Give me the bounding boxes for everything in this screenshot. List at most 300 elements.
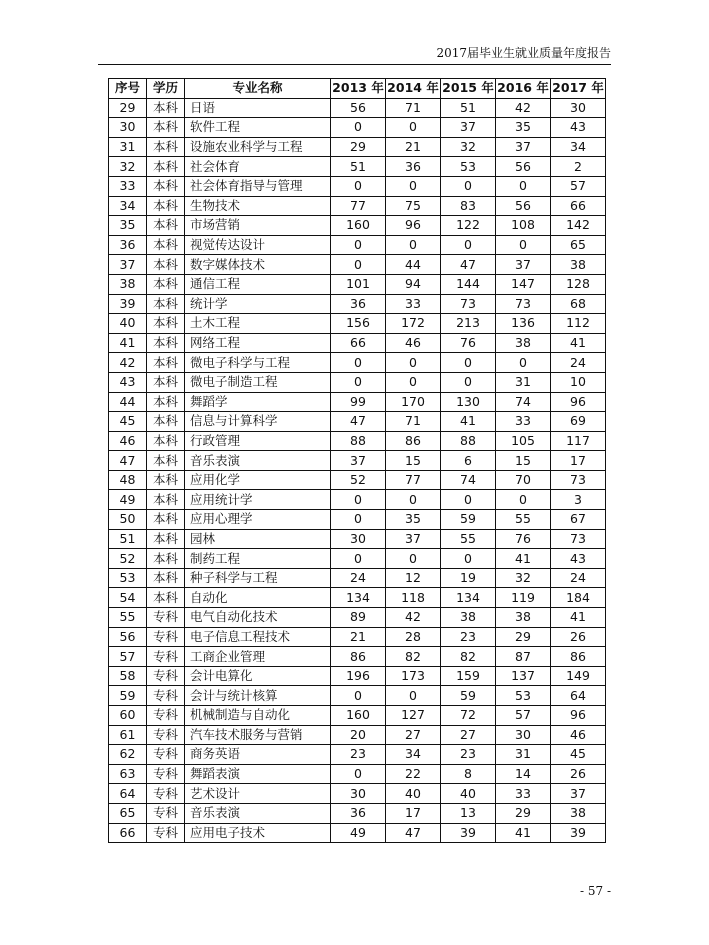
year-2015-cell: 13 <box>441 803 496 823</box>
year-2016-cell: 42 <box>496 98 551 118</box>
degree-cell: 专科 <box>147 666 185 686</box>
year-2015-cell: 82 <box>441 647 496 667</box>
major-name-cell: 自动化 <box>185 588 331 608</box>
column-header: 2017 年 <box>551 79 606 99</box>
major-name-cell: 数字媒体技术 <box>185 255 331 275</box>
serial-number-cell: 45 <box>109 412 147 432</box>
year-2017-cell: 17 <box>551 451 606 471</box>
year-2013-cell: 20 <box>331 725 386 745</box>
year-2013-cell: 99 <box>331 392 386 412</box>
year-2014-cell: 96 <box>386 216 441 236</box>
year-2016-cell: 29 <box>496 803 551 823</box>
year-2014-cell: 46 <box>386 333 441 353</box>
year-2015-cell: 144 <box>441 274 496 294</box>
year-2016-cell: 70 <box>496 470 551 490</box>
year-2015-cell: 59 <box>441 510 496 530</box>
year-2014-cell: 82 <box>386 647 441 667</box>
year-2013-cell: 0 <box>331 490 386 510</box>
year-2016-cell: 30 <box>496 725 551 745</box>
major-name-cell: 园林 <box>185 529 331 549</box>
year-2016-cell: 56 <box>496 157 551 177</box>
year-2014-cell: 0 <box>386 235 441 255</box>
column-header: 2015 年 <box>441 79 496 99</box>
degree-cell: 本科 <box>147 294 185 314</box>
year-2016-cell: 29 <box>496 627 551 647</box>
year-2017-cell: 43 <box>551 549 606 569</box>
year-2016-cell: 0 <box>496 176 551 196</box>
year-2014-cell: 172 <box>386 314 441 334</box>
major-name-cell: 日语 <box>185 98 331 118</box>
year-2015-cell: 0 <box>441 549 496 569</box>
degree-cell: 本科 <box>147 470 185 490</box>
year-2015-cell: 213 <box>441 314 496 334</box>
year-2016-cell: 41 <box>496 549 551 569</box>
year-2017-cell: 38 <box>551 803 606 823</box>
year-2017-cell: 96 <box>551 392 606 412</box>
degree-cell: 专科 <box>147 764 185 784</box>
major-name-cell: 应用心理学 <box>185 510 331 530</box>
table-row <box>109 235 606 255</box>
year-2015-cell: 37 <box>441 118 496 138</box>
year-2015-cell: 6 <box>441 451 496 471</box>
serial-number-cell: 52 <box>109 549 147 569</box>
serial-number-cell: 64 <box>109 784 147 804</box>
year-2014-cell: 37 <box>386 529 441 549</box>
degree-cell: 专科 <box>147 686 185 706</box>
year-2017-cell: 38 <box>551 255 606 275</box>
year-2015-cell: 72 <box>441 706 496 726</box>
table-row <box>109 686 606 706</box>
table-row <box>109 823 606 843</box>
year-2015-cell: 47 <box>441 255 496 275</box>
table-row <box>109 274 606 294</box>
year-2016-cell: 136 <box>496 314 551 334</box>
year-2017-cell: 24 <box>551 353 606 373</box>
table-row <box>109 666 606 686</box>
year-2014-cell: 0 <box>386 490 441 510</box>
year-2016-cell: 14 <box>496 764 551 784</box>
year-2017-cell: 24 <box>551 568 606 588</box>
year-2015-cell: 51 <box>441 98 496 118</box>
degree-cell: 本科 <box>147 529 185 549</box>
year-2016-cell: 15 <box>496 451 551 471</box>
serial-number-cell: 61 <box>109 725 147 745</box>
table-row <box>109 412 606 432</box>
degree-cell: 本科 <box>147 235 185 255</box>
major-name-cell: 制药工程 <box>185 549 331 569</box>
year-2013-cell: 24 <box>331 568 386 588</box>
serial-number-cell: 54 <box>109 588 147 608</box>
column-header: 2013 年 <box>331 79 386 99</box>
table-row <box>109 255 606 275</box>
year-2014-cell: 44 <box>386 255 441 275</box>
degree-cell: 本科 <box>147 353 185 373</box>
year-2013-cell: 37 <box>331 451 386 471</box>
year-2015-cell: 76 <box>441 333 496 353</box>
year-2013-cell: 47 <box>331 412 386 432</box>
year-2016-cell: 32 <box>496 568 551 588</box>
year-2014-cell: 127 <box>386 706 441 726</box>
year-2015-cell: 0 <box>441 353 496 373</box>
year-2016-cell: 33 <box>496 784 551 804</box>
degree-cell: 本科 <box>147 451 185 471</box>
table-row <box>109 294 606 314</box>
table-row <box>109 529 606 549</box>
year-2016-cell: 0 <box>496 235 551 255</box>
table-row <box>109 764 606 784</box>
year-2015-cell: 55 <box>441 529 496 549</box>
table-row <box>109 392 606 412</box>
major-name-cell: 机械制造与自动化 <box>185 706 331 726</box>
table-row <box>109 549 606 569</box>
year-2017-cell: 41 <box>551 333 606 353</box>
year-2015-cell: 27 <box>441 725 496 745</box>
major-name-cell: 会计与统计核算 <box>185 686 331 706</box>
year-2014-cell: 118 <box>386 588 441 608</box>
year-2017-cell: 184 <box>551 588 606 608</box>
serial-number-cell: 31 <box>109 137 147 157</box>
year-2014-cell: 75 <box>386 196 441 216</box>
table-row <box>109 372 606 392</box>
year-2016-cell: 35 <box>496 118 551 138</box>
serial-number-cell: 37 <box>109 255 147 275</box>
major-name-cell: 应用统计学 <box>185 490 331 510</box>
year-2013-cell: 89 <box>331 608 386 628</box>
degree-cell: 本科 <box>147 274 185 294</box>
degree-cell: 专科 <box>147 803 185 823</box>
serial-number-cell: 36 <box>109 235 147 255</box>
page-number: - 57 - <box>580 884 612 898</box>
year-2016-cell: 119 <box>496 588 551 608</box>
major-name-cell: 种子科学与工程 <box>185 568 331 588</box>
table-row <box>109 568 606 588</box>
year-2013-cell: 30 <box>331 784 386 804</box>
serial-number-cell: 49 <box>109 490 147 510</box>
year-2017-cell: 65 <box>551 235 606 255</box>
year-2013-cell: 160 <box>331 216 386 236</box>
year-2015-cell: 88 <box>441 431 496 451</box>
year-2016-cell: 108 <box>496 216 551 236</box>
major-name-cell: 会计电算化 <box>185 666 331 686</box>
degree-cell: 本科 <box>147 118 185 138</box>
degree-cell: 本科 <box>147 216 185 236</box>
year-2013-cell: 101 <box>331 274 386 294</box>
year-2014-cell: 0 <box>386 549 441 569</box>
table-row <box>109 725 606 745</box>
year-2013-cell: 77 <box>331 196 386 216</box>
table-row <box>109 314 606 334</box>
year-2014-cell: 40 <box>386 784 441 804</box>
serial-number-cell: 56 <box>109 627 147 647</box>
degree-cell: 专科 <box>147 823 185 843</box>
table-header-row <box>109 79 606 99</box>
year-2016-cell: 0 <box>496 353 551 373</box>
degree-cell: 本科 <box>147 588 185 608</box>
year-2014-cell: 173 <box>386 666 441 686</box>
major-name-cell: 土木工程 <box>185 314 331 334</box>
column-header: 2014 年 <box>386 79 441 99</box>
table-row <box>109 510 606 530</box>
major-name-cell: 微电子制造工程 <box>185 372 331 392</box>
year-2016-cell: 105 <box>496 431 551 451</box>
year-2013-cell: 0 <box>331 510 386 530</box>
year-2015-cell: 23 <box>441 627 496 647</box>
year-2014-cell: 12 <box>386 568 441 588</box>
year-2017-cell: 149 <box>551 666 606 686</box>
year-2017-cell: 57 <box>551 176 606 196</box>
year-2017-cell: 68 <box>551 294 606 314</box>
year-2014-cell: 42 <box>386 608 441 628</box>
year-2016-cell: 74 <box>496 392 551 412</box>
serial-number-cell: 66 <box>109 823 147 843</box>
table-row <box>109 431 606 451</box>
table-row <box>109 137 606 157</box>
year-2014-cell: 33 <box>386 294 441 314</box>
year-2016-cell: 0 <box>496 490 551 510</box>
major-name-cell: 网络工程 <box>185 333 331 353</box>
year-2017-cell: 142 <box>551 216 606 236</box>
degree-cell: 本科 <box>147 372 185 392</box>
major-name-cell: 电子信息工程技术 <box>185 627 331 647</box>
year-2013-cell: 30 <box>331 529 386 549</box>
year-2017-cell: 10 <box>551 372 606 392</box>
major-name-cell: 汽车技术服务与营销 <box>185 725 331 745</box>
serial-number-cell: 60 <box>109 706 147 726</box>
year-2016-cell: 87 <box>496 647 551 667</box>
degree-cell: 本科 <box>147 98 185 118</box>
serial-number-cell: 29 <box>109 98 147 118</box>
year-2013-cell: 21 <box>331 627 386 647</box>
year-2015-cell: 0 <box>441 235 496 255</box>
year-2014-cell: 77 <box>386 470 441 490</box>
year-2017-cell: 67 <box>551 510 606 530</box>
year-2013-cell: 88 <box>331 431 386 451</box>
table-row <box>109 784 606 804</box>
year-2015-cell: 59 <box>441 686 496 706</box>
year-2016-cell: 137 <box>496 666 551 686</box>
year-2015-cell: 0 <box>441 490 496 510</box>
year-2013-cell: 0 <box>331 353 386 373</box>
year-2014-cell: 86 <box>386 431 441 451</box>
year-2016-cell: 147 <box>496 274 551 294</box>
year-2013-cell: 134 <box>331 588 386 608</box>
major-name-cell: 电气自动化技术 <box>185 608 331 628</box>
year-2016-cell: 55 <box>496 510 551 530</box>
major-name-cell: 应用电子技术 <box>185 823 331 843</box>
major-name-cell: 舞蹈表演 <box>185 764 331 784</box>
year-2016-cell: 73 <box>496 294 551 314</box>
serial-number-cell: 53 <box>109 568 147 588</box>
year-2013-cell: 0 <box>331 372 386 392</box>
year-2016-cell: 38 <box>496 333 551 353</box>
year-2016-cell: 37 <box>496 137 551 157</box>
year-2014-cell: 0 <box>386 686 441 706</box>
table-row <box>109 803 606 823</box>
major-name-cell: 视觉传达设计 <box>185 235 331 255</box>
table-row <box>109 196 606 216</box>
year-2017-cell: 34 <box>551 137 606 157</box>
year-2014-cell: 35 <box>386 510 441 530</box>
table-row <box>109 627 606 647</box>
year-2014-cell: 22 <box>386 764 441 784</box>
major-name-cell: 舞蹈学 <box>185 392 331 412</box>
degree-cell: 专科 <box>147 706 185 726</box>
year-2017-cell: 26 <box>551 764 606 784</box>
year-2016-cell: 53 <box>496 686 551 706</box>
year-2013-cell: 0 <box>331 176 386 196</box>
year-2016-cell: 76 <box>496 529 551 549</box>
year-2013-cell: 36 <box>331 294 386 314</box>
year-2013-cell: 36 <box>331 803 386 823</box>
serial-number-cell: 41 <box>109 333 147 353</box>
major-name-cell: 应用化学 <box>185 470 331 490</box>
serial-number-cell: 40 <box>109 314 147 334</box>
year-2017-cell: 117 <box>551 431 606 451</box>
serial-number-cell: 33 <box>109 176 147 196</box>
year-2013-cell: 0 <box>331 764 386 784</box>
table-row <box>109 216 606 236</box>
year-2014-cell: 71 <box>386 412 441 432</box>
year-2017-cell: 128 <box>551 274 606 294</box>
year-2013-cell: 51 <box>331 157 386 177</box>
year-2013-cell: 29 <box>331 137 386 157</box>
serial-number-cell: 63 <box>109 764 147 784</box>
page-header-title: 2017届毕业生就业质量年度报告 <box>436 46 611 60</box>
major-name-cell: 信息与计算科学 <box>185 412 331 432</box>
year-2015-cell: 83 <box>441 196 496 216</box>
year-2017-cell: 3 <box>551 490 606 510</box>
year-2017-cell: 73 <box>551 529 606 549</box>
major-name-cell: 音乐表演 <box>185 803 331 823</box>
year-2016-cell: 41 <box>496 823 551 843</box>
year-2015-cell: 130 <box>441 392 496 412</box>
year-2014-cell: 0 <box>386 353 441 373</box>
year-2015-cell: 23 <box>441 745 496 765</box>
major-name-cell: 社会体育指导与管理 <box>185 176 331 196</box>
year-2013-cell: 56 <box>331 98 386 118</box>
year-2013-cell: 0 <box>331 235 386 255</box>
year-2017-cell: 46 <box>551 725 606 745</box>
year-2015-cell: 73 <box>441 294 496 314</box>
degree-cell: 本科 <box>147 392 185 412</box>
table-row <box>109 451 606 471</box>
column-header: 专业名称 <box>185 79 331 99</box>
year-2014-cell: 0 <box>386 176 441 196</box>
serial-number-cell: 62 <box>109 745 147 765</box>
year-2017-cell: 86 <box>551 647 606 667</box>
year-2015-cell: 40 <box>441 784 496 804</box>
degree-cell: 本科 <box>147 137 185 157</box>
year-2016-cell: 57 <box>496 706 551 726</box>
serial-number-cell: 46 <box>109 431 147 451</box>
year-2017-cell: 39 <box>551 823 606 843</box>
enrollment-table <box>108 78 606 843</box>
degree-cell: 专科 <box>147 725 185 745</box>
year-2015-cell: 38 <box>441 608 496 628</box>
major-name-cell: 设施农业科学与工程 <box>185 137 331 157</box>
year-2013-cell: 0 <box>331 255 386 275</box>
serial-number-cell: 50 <box>109 510 147 530</box>
year-2014-cell: 15 <box>386 451 441 471</box>
degree-cell: 本科 <box>147 314 185 334</box>
year-2015-cell: 0 <box>441 176 496 196</box>
degree-cell: 本科 <box>147 333 185 353</box>
year-2016-cell: 33 <box>496 412 551 432</box>
year-2017-cell: 66 <box>551 196 606 216</box>
table-row <box>109 333 606 353</box>
serial-number-cell: 57 <box>109 647 147 667</box>
table-row <box>109 157 606 177</box>
table-row <box>109 118 606 138</box>
table-row <box>109 353 606 373</box>
degree-cell: 专科 <box>147 627 185 647</box>
table-row <box>109 745 606 765</box>
column-header: 2016 年 <box>496 79 551 99</box>
table-row <box>109 470 606 490</box>
table-row <box>109 706 606 726</box>
serial-number-cell: 65 <box>109 803 147 823</box>
serial-number-cell: 44 <box>109 392 147 412</box>
serial-number-cell: 32 <box>109 157 147 177</box>
year-2017-cell: 73 <box>551 470 606 490</box>
major-name-cell: 艺术设计 <box>185 784 331 804</box>
year-2013-cell: 156 <box>331 314 386 334</box>
year-2017-cell: 64 <box>551 686 606 706</box>
table-row <box>109 647 606 667</box>
major-name-cell: 微电子科学与工程 <box>185 353 331 373</box>
table-row <box>109 588 606 608</box>
year-2016-cell: 37 <box>496 255 551 275</box>
year-2016-cell: 56 <box>496 196 551 216</box>
year-2014-cell: 0 <box>386 118 441 138</box>
year-2015-cell: 8 <box>441 764 496 784</box>
year-2016-cell: 31 <box>496 745 551 765</box>
year-2017-cell: 2 <box>551 157 606 177</box>
degree-cell: 本科 <box>147 412 185 432</box>
year-2015-cell: 39 <box>441 823 496 843</box>
year-2015-cell: 0 <box>441 372 496 392</box>
serial-number-cell: 43 <box>109 372 147 392</box>
degree-cell: 本科 <box>147 510 185 530</box>
year-2017-cell: 69 <box>551 412 606 432</box>
year-2015-cell: 122 <box>441 216 496 236</box>
major-name-cell: 市场营销 <box>185 216 331 236</box>
serial-number-cell: 47 <box>109 451 147 471</box>
year-2013-cell: 52 <box>331 470 386 490</box>
year-2015-cell: 32 <box>441 137 496 157</box>
serial-number-cell: 34 <box>109 196 147 216</box>
serial-number-cell: 42 <box>109 353 147 373</box>
year-2017-cell: 30 <box>551 98 606 118</box>
serial-number-cell: 58 <box>109 666 147 686</box>
year-2017-cell: 45 <box>551 745 606 765</box>
degree-cell: 本科 <box>147 431 185 451</box>
degree-cell: 本科 <box>147 549 185 569</box>
year-2016-cell: 31 <box>496 372 551 392</box>
major-name-cell: 行政管理 <box>185 431 331 451</box>
year-2013-cell: 196 <box>331 666 386 686</box>
year-2015-cell: 74 <box>441 470 496 490</box>
degree-cell: 本科 <box>147 176 185 196</box>
column-header: 序号 <box>109 79 147 99</box>
year-2015-cell: 159 <box>441 666 496 686</box>
year-2017-cell: 96 <box>551 706 606 726</box>
year-2017-cell: 43 <box>551 118 606 138</box>
major-name-cell: 生物技术 <box>185 196 331 216</box>
serial-number-cell: 51 <box>109 529 147 549</box>
year-2013-cell: 49 <box>331 823 386 843</box>
major-name-cell: 音乐表演 <box>185 451 331 471</box>
